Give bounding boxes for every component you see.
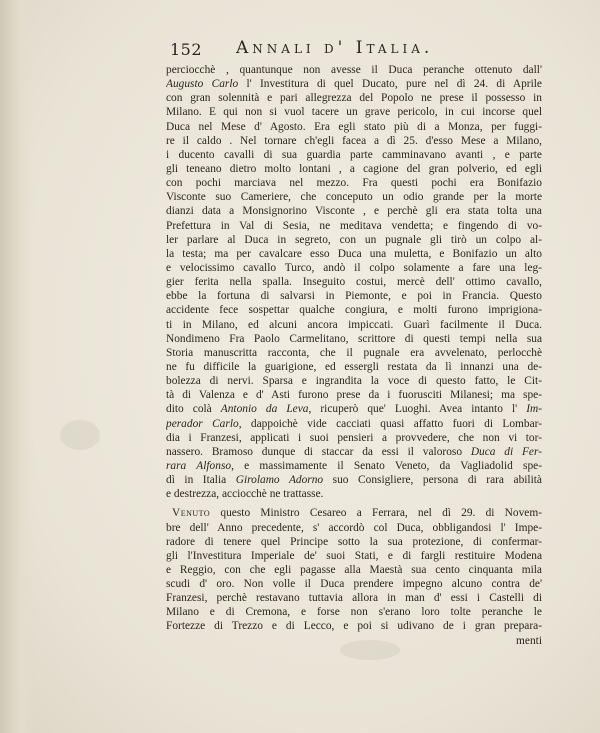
text-span: con gran solennità e pari allegrezza del Popolo ne prese il possesso in <box>166 92 542 105</box>
smallcaps-span: Venuto <box>172 507 211 520</box>
text-line <box>166 346 542 360</box>
text-span: , e massimamente il Senato Veneto, da Vagliadolid spe- <box>231 459 542 472</box>
text-line <box>166 176 542 190</box>
text-line <box>166 605 542 619</box>
text-span: Fortezze di Trezzo e di Lecco, e poi si udivano de i gran prepara- <box>166 620 542 633</box>
text-span: dia i Franzesi, applicati i suoi pensieri a provvedere, che non vi tor- <box>166 431 542 444</box>
text-span: bre dell' Anno precedente, s' accordò col Duca, obbligandosi l' Impe- <box>166 521 542 534</box>
text-line <box>166 549 542 563</box>
text-span: Storia manuscritta racconta, che il pugnale era avvelenato, perlocchè <box>166 346 542 359</box>
text-line <box>166 506 542 520</box>
running-title: Annali d' Italia. <box>236 38 434 58</box>
text-span: con pochi marciava nel mezzo. Fra questi pochi era Bonifazio <box>166 177 542 190</box>
page-number: 152 <box>170 40 203 59</box>
text-line <box>166 360 542 374</box>
text-span: perciocchè , quantunque non avesse il Duca peranche ottenuto dall' <box>166 64 542 76</box>
italic-span: rara Alfonso <box>166 459 232 472</box>
text-span: l' Investitura di quel Ducato, pure nel dì 24. di Aprile <box>238 78 542 91</box>
text-span: e destrezza, acciocchè ne trattasse. <box>166 488 324 501</box>
text-line <box>166 417 542 431</box>
text-span: , dappoichè vide cacciati quasi affatto fuori di Lombar- <box>238 417 542 430</box>
text-line <box>166 148 542 162</box>
text-line <box>166 105 542 119</box>
italic-span: Girolamo Adorno <box>235 474 324 487</box>
text-line <box>166 233 542 247</box>
text-line <box>166 120 542 134</box>
text-line <box>166 91 542 105</box>
text-span: re il caldo . Nel tornare ch'egli facea a dì 25. d'esso Mese a Milano, <box>166 134 542 147</box>
text-span: e velocissimo cavallo Turco, andò il colpo solamente a fare una leg- <box>166 261 542 274</box>
italic-span: Augusto Carlo <box>166 78 239 91</box>
text-span: ebbe la fortuna di salvarsi in Piemonte, e poi in Francia. Questo <box>166 290 542 303</box>
text-span: bolezza di nervi. Sparsa e ingrandita la voce di questo fatto, le Cit- <box>166 375 542 388</box>
text-span: Milano e di Cremona, e forse non s'erano loro tolte peranche le <box>166 606 542 619</box>
text-span: questo Ministro Cesareo a Ferrara, nel dì 29. di Novem- <box>210 507 542 520</box>
text-line <box>166 77 542 91</box>
text-span: , ricuperò que' Luoghi. Avea intanto l' <box>308 403 527 416</box>
text-span: ti in Milano, ed alcuni ancora impiccati. Guarì facilmente il Duca. <box>166 318 542 331</box>
text-span: dianzi data a Monsignorino Visconte , e perchè gli era stata tolta una <box>166 205 542 218</box>
text-span: la testa; ma per cavalcare esso Duca una muletta, e Bonifazio un alto <box>166 247 542 260</box>
text-span: gier ferita nella spalla. Inseguito costui, mercè dell' ottimo cavallo, <box>166 276 542 289</box>
paragraph <box>166 63 542 501</box>
text-span: dito colà <box>166 403 221 416</box>
text-span: gli teneano dietro molto lontani , a cagione del gran polverio, ed egli <box>166 162 542 175</box>
text-span: e Reggio, con che egli pagasse alla Maestà sua cento cinquanta mila <box>166 563 542 576</box>
text-line <box>166 261 542 275</box>
text-line <box>166 563 542 577</box>
text-line <box>166 577 542 591</box>
text-line <box>166 219 542 233</box>
text-span: dì in Italia <box>166 474 236 487</box>
text-line <box>166 162 542 176</box>
italic-span: perador Carlo <box>166 417 239 430</box>
text-line <box>166 431 542 445</box>
page-gutter-shadow <box>0 0 34 733</box>
text-span: nassero. Bramoso dunque di staccar da essi il valoroso <box>166 445 471 458</box>
text-line <box>166 247 542 261</box>
text-line <box>166 374 542 388</box>
text-line <box>166 204 542 218</box>
text-span: Milano. E qui non si vuol tacere un grave pericolo, in cui incorse quel <box>166 106 542 119</box>
body-text <box>166 63 542 648</box>
text-span: tà di Valenza e d' Asti furono prese da i fuorusciti Milanesi; ma spe- <box>166 389 542 402</box>
paper-stain <box>60 420 100 450</box>
text-span: scudi d' oro. Non volle il Duca prendere impegno alcuno contra de' <box>166 578 542 591</box>
text-line <box>166 619 542 633</box>
text-line <box>166 402 542 416</box>
text-span: radore di tenere quel Principe sotto la sua protezione, di confermar- <box>166 535 542 548</box>
text-line <box>166 275 542 289</box>
text-line <box>166 487 542 501</box>
text-line <box>166 63 542 77</box>
text-span: Nondimeno Fra Paolo Carmelitano, scrittore di questi tempi nella sua <box>166 332 542 345</box>
italic-span: Im- <box>526 403 542 416</box>
text-span: Prefettura in Val di Sesia, ne meditava vendetta; e fingendo di vo- <box>166 219 542 232</box>
text-line <box>166 445 542 459</box>
text-line <box>166 521 542 535</box>
text-line <box>166 473 542 487</box>
text-line <box>166 591 542 605</box>
text-line <box>166 332 542 346</box>
text-span: Visconte suo Cameriere, che conceputo un odio grande per la morte <box>166 191 542 204</box>
italic-span: Antonio da Leva <box>220 403 309 416</box>
text-line <box>166 459 542 473</box>
italic-span: Duca di Fer- <box>470 445 542 458</box>
text-span: ler parlare al Duca in segreto, con un pugnale gli tirò un colpo al- <box>166 233 542 246</box>
page-header <box>170 38 570 62</box>
paragraph <box>166 506 542 633</box>
text-line <box>166 134 542 148</box>
text-span: ne fu difficile la guarigione, ed essergli restata da lì innanzi una de- <box>166 360 542 373</box>
text-line <box>166 303 542 317</box>
text-span: accidente fece sospettar qualche congiura, e molti furono imprigiona- <box>166 304 542 317</box>
text-span: gli l'Investitura Imperiale de' suoi Stati, e di fargli restituire Modena <box>166 549 542 562</box>
text-span: suo Consigliere, persona di rara abilità <box>323 474 542 487</box>
text-line <box>166 388 542 402</box>
text-span: Franzesi, perchè restavano tuttavia allora in man d' essi i Castelli di <box>166 592 542 605</box>
catchword: menti <box>516 634 542 647</box>
text-line <box>166 190 542 204</box>
text-span: Duca nel Mese d' Agosto. Era egli stato più di a Monza, per fuggi- <box>166 120 542 133</box>
text-line <box>166 535 542 549</box>
text-span: i ducento cavalli di sua guardia parte camminavano avanti , e parte <box>166 148 542 161</box>
text-line <box>166 289 542 303</box>
text-line <box>166 318 542 332</box>
